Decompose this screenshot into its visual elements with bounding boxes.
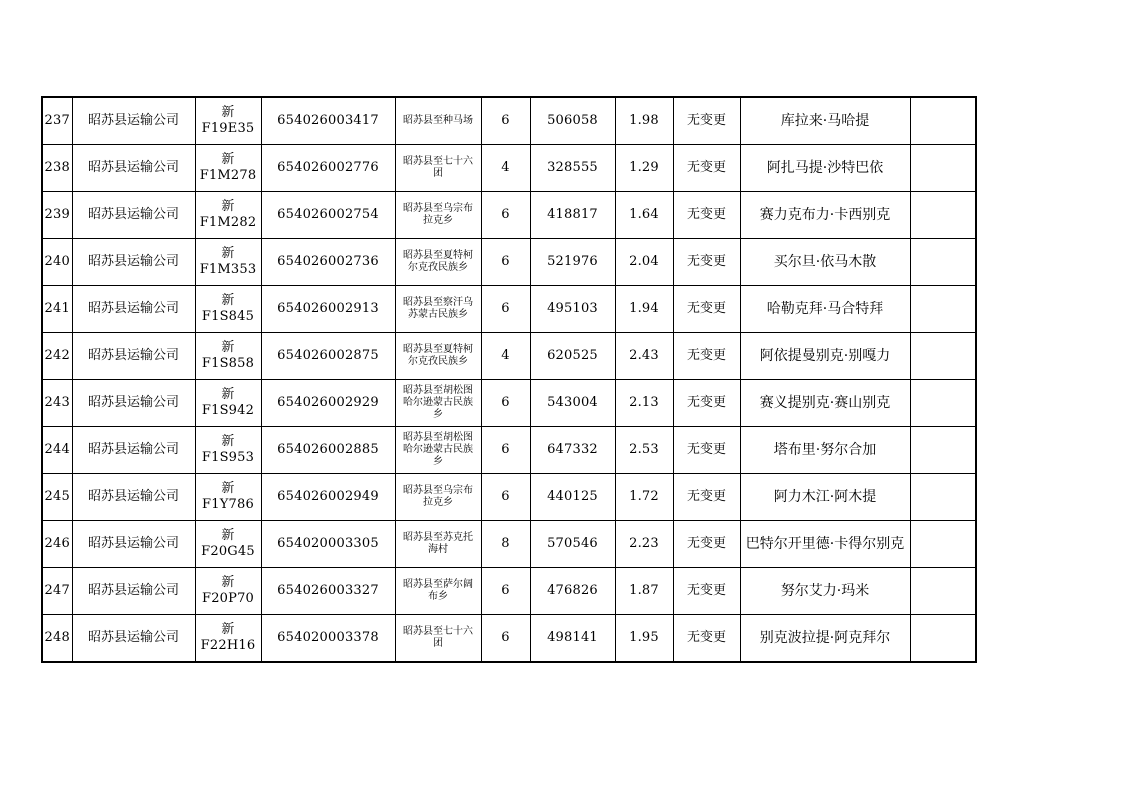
cell-ratio: 2.13	[615, 380, 673, 427]
cell-remark	[910, 333, 976, 380]
cell-seats: 6	[481, 239, 530, 286]
cell-remark	[910, 286, 976, 333]
cell-amount: 647332	[530, 427, 615, 474]
cell-owner: 买尔旦·依马木散	[740, 239, 910, 286]
table-row	[42, 474, 976, 521]
table-row	[42, 568, 976, 615]
table-row	[42, 427, 976, 474]
cell-change: 无变更	[673, 474, 740, 521]
cell-plate: 新F1S845	[195, 286, 261, 333]
cell-amount: 620525	[530, 333, 615, 380]
cell-change: 无变更	[673, 380, 740, 427]
cell-code: 654026002885	[261, 427, 395, 474]
table-row	[42, 192, 976, 239]
cell-amount: 476826	[530, 568, 615, 615]
cell-ratio: 2.04	[615, 239, 673, 286]
cell-remark	[910, 380, 976, 427]
cell-company: 昭苏县运输公司	[72, 239, 195, 286]
cell-route: 昭苏县至乌宗布拉克乡	[395, 474, 481, 521]
cell-ratio: 1.87	[615, 568, 673, 615]
cell-code: 654020003305	[261, 521, 395, 568]
data-table	[41, 96, 977, 663]
cell-amount: 521976	[530, 239, 615, 286]
cell-owner: 库拉来·马哈提	[740, 97, 910, 145]
cell-seats: 6	[481, 380, 530, 427]
cell-owner: 阿扎马提·沙特巴依	[740, 145, 910, 192]
cell-no: 244	[42, 427, 72, 474]
cell-plate: 新F1S858	[195, 333, 261, 380]
cell-company: 昭苏县运输公司	[72, 97, 195, 145]
cell-route: 昭苏县至种马场	[395, 97, 481, 145]
cell-ratio: 1.95	[615, 615, 673, 663]
cell-remark	[910, 145, 976, 192]
cell-route: 昭苏县至胡松图哈尔逊蒙古民族乡	[395, 380, 481, 427]
cell-company: 昭苏县运输公司	[72, 380, 195, 427]
cell-owner: 阿力木江·阿木提	[740, 474, 910, 521]
cell-no: 242	[42, 333, 72, 380]
cell-ratio: 1.64	[615, 192, 673, 239]
cell-seats: 4	[481, 145, 530, 192]
cell-no: 245	[42, 474, 72, 521]
cell-remark	[910, 192, 976, 239]
cell-route: 昭苏县至萨尔阔布乡	[395, 568, 481, 615]
cell-no: 238	[42, 145, 72, 192]
cell-ratio: 1.98	[615, 97, 673, 145]
cell-plate: 新F20G45	[195, 521, 261, 568]
cell-route: 昭苏县至苏克托海村	[395, 521, 481, 568]
cell-amount: 543004	[530, 380, 615, 427]
cell-code: 654026003417	[261, 97, 395, 145]
cell-ratio: 2.53	[615, 427, 673, 474]
cell-amount: 495103	[530, 286, 615, 333]
cell-owner: 阿依提曼别克·别嘎力	[740, 333, 910, 380]
table-row	[42, 615, 976, 663]
cell-plate: 新F1Y786	[195, 474, 261, 521]
cell-company: 昭苏县运输公司	[72, 286, 195, 333]
cell-code: 654026002776	[261, 145, 395, 192]
cell-route: 昭苏县至察汗乌苏蒙古民族乡	[395, 286, 481, 333]
cell-amount: 440125	[530, 474, 615, 521]
cell-code: 654026002949	[261, 474, 395, 521]
cell-no: 239	[42, 192, 72, 239]
cell-seats: 6	[481, 568, 530, 615]
cell-company: 昭苏县运输公司	[72, 474, 195, 521]
cell-owner: 塔布里·努尔合加	[740, 427, 910, 474]
cell-owner: 赛力克布力·卡西别克	[740, 192, 910, 239]
cell-seats: 6	[481, 192, 530, 239]
cell-change: 无变更	[673, 615, 740, 663]
cell-no: 243	[42, 380, 72, 427]
table-row	[42, 145, 976, 192]
cell-code: 654026002875	[261, 333, 395, 380]
cell-seats: 4	[481, 333, 530, 380]
cell-remark	[910, 474, 976, 521]
cell-no: 237	[42, 97, 72, 145]
cell-code: 654026002913	[261, 286, 395, 333]
cell-change: 无变更	[673, 333, 740, 380]
cell-seats: 6	[481, 615, 530, 663]
cell-company: 昭苏县运输公司	[72, 145, 195, 192]
cell-plate: 新F1M278	[195, 145, 261, 192]
cell-no: 248	[42, 615, 72, 663]
cell-company: 昭苏县运输公司	[72, 192, 195, 239]
cell-plate: 新F19E35	[195, 97, 261, 145]
cell-seats: 6	[481, 97, 530, 145]
cell-route: 昭苏县至七十六团	[395, 145, 481, 192]
cell-route: 昭苏县至夏特柯尔克孜民族乡	[395, 333, 481, 380]
cell-no: 241	[42, 286, 72, 333]
cell-route: 昭苏县至乌宗布拉克乡	[395, 192, 481, 239]
cell-plate: 新F20P70	[195, 568, 261, 615]
cell-no: 247	[42, 568, 72, 615]
cell-route: 昭苏县至胡松图哈尔逊蒙古民族乡	[395, 427, 481, 474]
cell-change: 无变更	[673, 427, 740, 474]
cell-code: 654020003378	[261, 615, 395, 663]
cell-company: 昭苏县运输公司	[72, 333, 195, 380]
cell-ratio: 2.43	[615, 333, 673, 380]
cell-plate: 新F1M282	[195, 192, 261, 239]
cell-company: 昭苏县运输公司	[72, 568, 195, 615]
cell-route: 昭苏县至七十六团	[395, 615, 481, 663]
cell-code: 654026002754	[261, 192, 395, 239]
table-row	[42, 286, 976, 333]
cell-ratio: 1.72	[615, 474, 673, 521]
table-row	[42, 97, 976, 145]
cell-owner: 努尔艾力·玛米	[740, 568, 910, 615]
cell-seats: 6	[481, 286, 530, 333]
cell-change: 无变更	[673, 192, 740, 239]
cell-no: 240	[42, 239, 72, 286]
cell-company: 昭苏县运输公司	[72, 615, 195, 663]
cell-remark	[910, 427, 976, 474]
cell-plate: 新F1M353	[195, 239, 261, 286]
cell-no: 246	[42, 521, 72, 568]
cell-ratio: 1.29	[615, 145, 673, 192]
cell-amount: 570546	[530, 521, 615, 568]
cell-ratio: 1.94	[615, 286, 673, 333]
cell-change: 无变更	[673, 145, 740, 192]
cell-change: 无变更	[673, 568, 740, 615]
cell-company: 昭苏县运输公司	[72, 427, 195, 474]
cell-amount: 328555	[530, 145, 615, 192]
cell-code: 654026002736	[261, 239, 395, 286]
cell-remark	[910, 615, 976, 663]
cell-seats: 8	[481, 521, 530, 568]
cell-plate: 新F1S953	[195, 427, 261, 474]
cell-code: 654026003327	[261, 568, 395, 615]
cell-owner: 巴特尔开里德·卡得尔别克	[740, 521, 910, 568]
cell-code: 654026002929	[261, 380, 395, 427]
cell-amount: 418817	[530, 192, 615, 239]
table-row	[42, 239, 976, 286]
cell-route: 昭苏县至夏特柯尔克孜民族乡	[395, 239, 481, 286]
cell-owner: 别克波拉提·阿克拜尔	[740, 615, 910, 663]
cell-ratio: 2.23	[615, 521, 673, 568]
cell-amount: 506058	[530, 97, 615, 145]
table-row	[42, 380, 976, 427]
cell-remark	[910, 97, 976, 145]
cell-change: 无变更	[673, 286, 740, 333]
cell-owner: 赛义提别克·赛山别克	[740, 380, 910, 427]
table-row	[42, 521, 976, 568]
cell-company: 昭苏县运输公司	[72, 521, 195, 568]
cell-plate: 新F22H16	[195, 615, 261, 663]
cell-seats: 6	[481, 427, 530, 474]
cell-plate: 新F1S942	[195, 380, 261, 427]
cell-owner: 哈勒克拜·马合特拜	[740, 286, 910, 333]
cell-remark	[910, 239, 976, 286]
cell-change: 无变更	[673, 521, 740, 568]
cell-amount: 498141	[530, 615, 615, 663]
cell-change: 无变更	[673, 97, 740, 145]
table-row	[42, 333, 976, 380]
cell-remark	[910, 521, 976, 568]
cell-change: 无变更	[673, 239, 740, 286]
cell-remark	[910, 568, 976, 615]
cell-seats: 6	[481, 474, 530, 521]
